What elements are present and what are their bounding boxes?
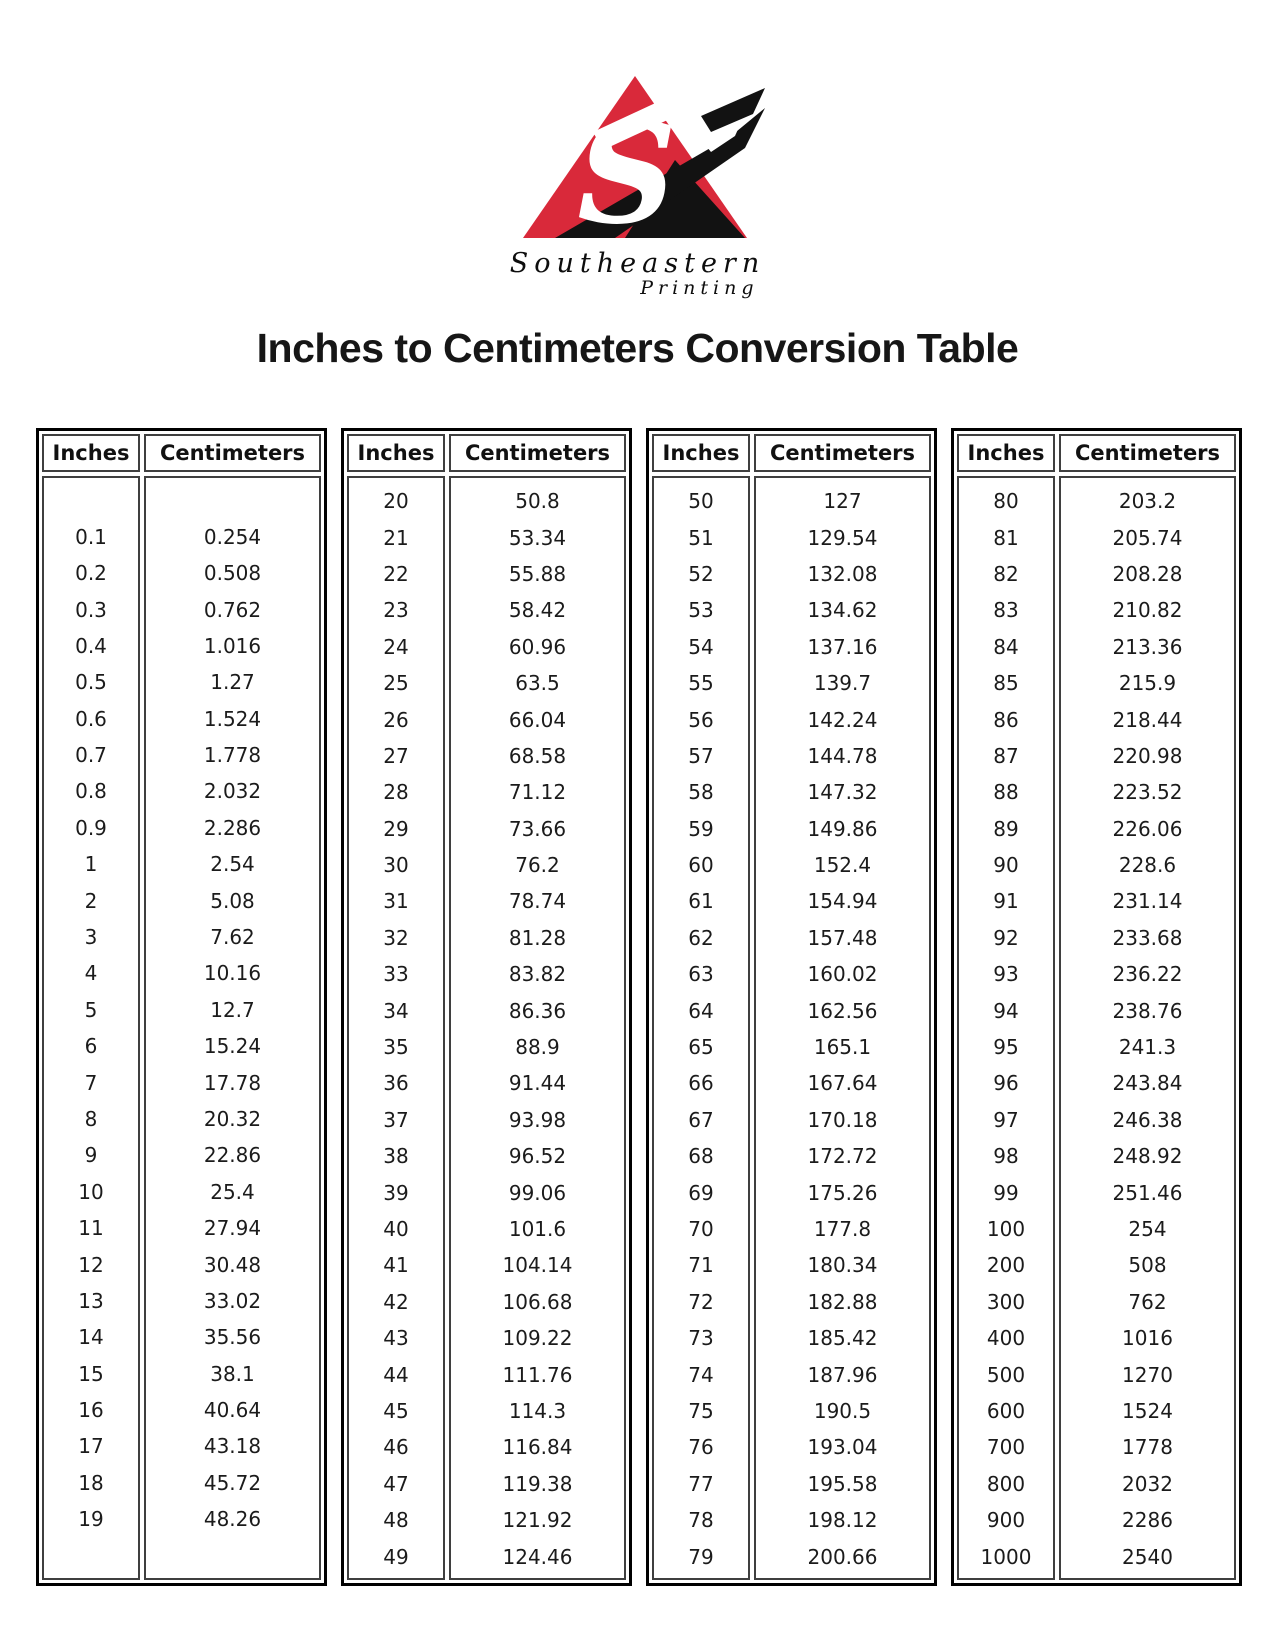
centimeters-value: 25.4 bbox=[210, 1179, 255, 1204]
inches-value: 31 bbox=[383, 889, 409, 914]
inches-value: 74 bbox=[688, 1362, 714, 1387]
centimeters-value: 223.52 bbox=[1112, 780, 1183, 805]
inches-value: 8 bbox=[84, 1106, 98, 1131]
centimeters-value: 124.46 bbox=[502, 1544, 573, 1569]
inches-value: 78 bbox=[688, 1508, 714, 1533]
inches-value: 49 bbox=[383, 1544, 409, 1569]
centimeters-column-header: Centimeters bbox=[754, 434, 931, 472]
centimeters-value: 119.38 bbox=[502, 1471, 573, 1496]
inches-value: 0.3 bbox=[75, 597, 107, 622]
inches-value: 98 bbox=[993, 1144, 1019, 1169]
centimeters-value: 0.254 bbox=[203, 524, 262, 549]
inches-column-header: Inches bbox=[347, 434, 445, 472]
centimeters-value: 45.72 bbox=[203, 1470, 262, 1495]
centimeters-value: 1524 bbox=[1122, 1398, 1173, 1423]
centimeters-value: 48.26 bbox=[203, 1507, 262, 1532]
inches-value: 87 bbox=[993, 743, 1019, 768]
centimeters-value: 116.84 bbox=[502, 1435, 573, 1460]
inches-value: 51 bbox=[688, 525, 714, 550]
inches-value: 35 bbox=[383, 1035, 409, 1060]
centimeters-value: 0.508 bbox=[203, 561, 262, 586]
centimeters-value: 73.66 bbox=[508, 816, 567, 841]
inches-value: 97 bbox=[993, 1107, 1019, 1132]
centimeters-value: 167.64 bbox=[807, 1071, 878, 1096]
inches-value: 93 bbox=[993, 962, 1019, 987]
inches-column bbox=[347, 476, 445, 1580]
inches-value: 19 bbox=[78, 1507, 104, 1532]
inches-value: 75 bbox=[688, 1398, 714, 1423]
centimeters-value: 137.16 bbox=[807, 634, 878, 659]
centimeters-value: 180.34 bbox=[807, 1253, 878, 1278]
centimeters-value: 175.26 bbox=[807, 1180, 878, 1205]
inches-value: 71 bbox=[688, 1253, 714, 1278]
inches-value: 200 bbox=[986, 1253, 1026, 1278]
inches-value: 9 bbox=[84, 1143, 98, 1168]
inches-value: 41 bbox=[383, 1253, 409, 1278]
centimeters-value: 60.96 bbox=[508, 634, 567, 659]
inches-value: 39 bbox=[383, 1180, 409, 1205]
inches-value: 14 bbox=[78, 1325, 104, 1350]
inches-value: 91 bbox=[993, 889, 1019, 914]
centimeters-value: 198.12 bbox=[807, 1508, 878, 1533]
southeastern-printing-logo-icon bbox=[507, 70, 769, 242]
inches-value: 50 bbox=[688, 489, 714, 514]
inches-value: 45 bbox=[383, 1398, 409, 1423]
centimeters-value: 83.82 bbox=[508, 962, 567, 987]
centimeters-value: 53.34 bbox=[508, 525, 567, 550]
inches-value: 76 bbox=[688, 1435, 714, 1460]
inches-value: 1 bbox=[84, 852, 98, 877]
inches-value: 79 bbox=[688, 1544, 714, 1569]
inches-value: 400 bbox=[986, 1326, 1026, 1351]
centimeters-value: 43.18 bbox=[203, 1434, 262, 1459]
inches-value: 95 bbox=[993, 1035, 1019, 1060]
inches-value: 33 bbox=[383, 962, 409, 987]
inches-value: 25 bbox=[383, 671, 409, 696]
inches-value: 38 bbox=[383, 1144, 409, 1169]
centimeters-value: 91.44 bbox=[508, 1071, 567, 1096]
inches-value: 28 bbox=[383, 780, 409, 805]
centimeters-value: 127 bbox=[823, 489, 862, 514]
centimeters-value: 78.74 bbox=[508, 889, 567, 914]
svg-text:S: S bbox=[576, 92, 677, 242]
centimeters-value: 213.36 bbox=[1112, 634, 1183, 659]
centimeters-value: 132.08 bbox=[807, 561, 878, 586]
centimeters-value: 248.92 bbox=[1112, 1144, 1183, 1169]
centimeters-value: 1.524 bbox=[203, 706, 262, 731]
inches-column-header: Inches bbox=[957, 434, 1055, 472]
table-group-3 bbox=[646, 428, 937, 1586]
centimeters-column-header: Centimeters bbox=[144, 434, 321, 472]
inches-value: 24 bbox=[383, 634, 409, 659]
centimeters-value: 1.778 bbox=[203, 743, 262, 768]
inches-value: 99 bbox=[993, 1180, 1019, 1205]
centimeters-value: 15.24 bbox=[203, 1034, 262, 1059]
inches-value: 36 bbox=[383, 1071, 409, 1096]
centimeters-value: 251.46 bbox=[1112, 1180, 1183, 1205]
inches-value: 600 bbox=[986, 1398, 1026, 1423]
inches-value: 2 bbox=[84, 888, 98, 913]
inches-value: 26 bbox=[383, 707, 409, 732]
centimeters-value: 149.86 bbox=[807, 816, 878, 841]
centimeters-value: 134.62 bbox=[807, 598, 878, 623]
centimeters-value: 12.7 bbox=[210, 997, 255, 1022]
centimeters-value: 63.5 bbox=[515, 671, 560, 696]
centimeters-value: 1016 bbox=[1122, 1326, 1173, 1351]
inches-value: 59 bbox=[688, 816, 714, 841]
centimeters-value: 142.24 bbox=[807, 707, 878, 732]
centimeters-value: 121.92 bbox=[502, 1508, 573, 1533]
inches-column bbox=[42, 476, 140, 1580]
table-group-4 bbox=[951, 428, 1242, 1586]
inches-value: 18 bbox=[78, 1470, 104, 1495]
inches-value: 40 bbox=[383, 1217, 409, 1241]
centimeters-value: 0.762 bbox=[203, 597, 262, 622]
inches-value: 6 bbox=[84, 1034, 98, 1059]
inches-value: 89 bbox=[993, 816, 1019, 841]
centimeters-value: 226.06 bbox=[1112, 816, 1183, 841]
inches-value: 700 bbox=[986, 1435, 1026, 1460]
centimeters-value: 1270 bbox=[1122, 1362, 1173, 1387]
centimeters-value: 71.12 bbox=[508, 780, 567, 805]
centimeters-value: 81.28 bbox=[508, 925, 567, 950]
inches-value: 69 bbox=[688, 1180, 714, 1205]
centimeters-value: 2.286 bbox=[203, 815, 262, 840]
inches-value: 12 bbox=[78, 1252, 104, 1277]
inches-column-header: Inches bbox=[652, 434, 750, 472]
centimeters-value: 246.38 bbox=[1112, 1107, 1183, 1132]
inches-value: 0.9 bbox=[75, 815, 107, 840]
inches-column bbox=[957, 476, 1055, 1580]
inches-value: 16 bbox=[78, 1398, 104, 1423]
centimeters-value: 114.3 bbox=[508, 1398, 567, 1423]
centimeters-value: 88.9 bbox=[515, 1035, 560, 1060]
inches-value: 21 bbox=[383, 525, 409, 550]
table-group-2 bbox=[341, 428, 632, 1586]
inches-value: 11 bbox=[78, 1216, 104, 1241]
inches-value: 27 bbox=[383, 743, 409, 768]
inches-value: 54 bbox=[688, 634, 714, 659]
centimeters-column-header: Centimeters bbox=[1059, 434, 1236, 472]
centimeters-value: 96.52 bbox=[508, 1144, 567, 1169]
inches-value: 32 bbox=[383, 925, 409, 950]
inches-value: 34 bbox=[383, 998, 409, 1023]
centimeters-value: 139.7 bbox=[813, 671, 872, 696]
inches-value: 82 bbox=[993, 561, 1019, 586]
inches-value: 20 bbox=[383, 489, 409, 514]
table-group-1 bbox=[36, 428, 327, 1586]
inches-value: 800 bbox=[986, 1471, 1026, 1496]
page-title: Inches to Centimeters Conversion Table bbox=[256, 325, 1019, 371]
inches-value: 47 bbox=[383, 1471, 409, 1496]
centimeters-value: 10.16 bbox=[203, 961, 262, 986]
centimeters-value: 200.66 bbox=[807, 1544, 878, 1569]
inches-value: 61 bbox=[688, 889, 714, 914]
centimeters-column bbox=[1059, 476, 1236, 1580]
inches-value: 92 bbox=[993, 925, 1019, 950]
centimeters-value: 66.04 bbox=[508, 707, 567, 732]
centimeters-value: 2286 bbox=[1122, 1508, 1173, 1533]
centimeters-value: 111.76 bbox=[502, 1362, 573, 1387]
inches-value: 7 bbox=[84, 1070, 98, 1095]
centimeters-value: 7.62 bbox=[210, 925, 255, 950]
centimeters-value: 17.78 bbox=[203, 1070, 262, 1095]
inches-value: 96 bbox=[993, 1071, 1019, 1096]
centimeters-value: 55.88 bbox=[508, 561, 567, 586]
inches-value: 43 bbox=[383, 1326, 409, 1351]
inches-value: 0.7 bbox=[75, 743, 107, 768]
inches-value: 300 bbox=[986, 1289, 1026, 1314]
centimeters-value: 254 bbox=[1128, 1217, 1167, 1241]
inches-value: 94 bbox=[993, 998, 1019, 1023]
centimeters-value: 182.88 bbox=[807, 1289, 878, 1314]
inches-value: 80 bbox=[993, 489, 1019, 514]
inches-value: 85 bbox=[993, 671, 1019, 696]
centimeters-value: 205.74 bbox=[1112, 525, 1183, 550]
centimeters-value: 5.08 bbox=[210, 888, 255, 913]
inches-value: 81 bbox=[993, 525, 1019, 550]
inches-value: 0.4 bbox=[75, 633, 107, 658]
centimeters-column-header: Centimeters bbox=[449, 434, 626, 472]
centimeters-value: 30.48 bbox=[203, 1252, 262, 1277]
inches-value: 44 bbox=[383, 1362, 409, 1387]
conversion-tables bbox=[0, 428, 1275, 1586]
inches-value: 500 bbox=[986, 1362, 1026, 1387]
centimeters-value: 2.032 bbox=[203, 779, 262, 804]
centimeters-value: 2.54 bbox=[210, 852, 255, 877]
centimeters-value: 215.9 bbox=[1118, 671, 1177, 696]
centimeters-value: 190.5 bbox=[813, 1398, 872, 1423]
centimeters-value: 109.22 bbox=[502, 1326, 573, 1351]
inches-value: 88 bbox=[993, 780, 1019, 805]
inches-value: 73 bbox=[688, 1326, 714, 1351]
centimeters-value: 1778 bbox=[1122, 1435, 1173, 1460]
centimeters-value: 508 bbox=[1128, 1253, 1167, 1278]
inches-value: 0.8 bbox=[75, 779, 107, 804]
inches-value: 42 bbox=[383, 1289, 409, 1314]
centimeters-value: 236.22 bbox=[1112, 962, 1183, 987]
inches-value: 57 bbox=[688, 743, 714, 768]
inches-value: 900 bbox=[986, 1508, 1026, 1533]
centimeters-value: 193.04 bbox=[807, 1435, 878, 1460]
centimeters-value: 22.86 bbox=[203, 1143, 262, 1168]
inches-value: 56 bbox=[688, 707, 714, 732]
centimeters-value: 243.84 bbox=[1112, 1071, 1183, 1096]
centimeters-value: 177.8 bbox=[813, 1217, 872, 1241]
centimeters-value: 129.54 bbox=[807, 525, 878, 550]
inches-value: 58 bbox=[688, 780, 714, 805]
inches-value: 17 bbox=[78, 1434, 104, 1459]
inches-value: 90 bbox=[993, 853, 1019, 878]
brand-name-text: Southeastern bbox=[509, 248, 766, 279]
inches-value: 30 bbox=[383, 853, 409, 878]
inches-column-header: Inches bbox=[42, 434, 140, 472]
centimeters-value: 50.8 bbox=[515, 489, 560, 514]
inches-value: 29 bbox=[383, 816, 409, 841]
inches-value: 46 bbox=[383, 1435, 409, 1460]
inches-value: 84 bbox=[993, 634, 1019, 659]
centimeters-value: 99.06 bbox=[508, 1180, 567, 1205]
company-logo bbox=[507, 70, 769, 299]
inches-value: 0.5 bbox=[75, 670, 107, 695]
centimeters-column bbox=[144, 476, 321, 1580]
centimeters-value: 86.36 bbox=[508, 998, 567, 1023]
inches-value: 0.6 bbox=[75, 706, 107, 731]
centimeters-value: 203.2 bbox=[1118, 489, 1177, 514]
inches-value: 52 bbox=[688, 561, 714, 586]
centimeters-value: 162.56 bbox=[807, 998, 878, 1023]
centimeters-value: 231.14 bbox=[1112, 889, 1183, 914]
centimeters-value: 762 bbox=[1128, 1289, 1167, 1314]
centimeters-column bbox=[449, 476, 626, 1580]
centimeters-value: 187.96 bbox=[807, 1362, 878, 1387]
centimeters-value: 228.6 bbox=[1118, 853, 1177, 878]
centimeters-value: 1.27 bbox=[210, 670, 255, 695]
inches-value: 72 bbox=[688, 1289, 714, 1314]
centimeters-value: 144.78 bbox=[807, 743, 878, 768]
inches-value: 0.1 bbox=[75, 524, 107, 549]
centimeters-value: 40.64 bbox=[203, 1398, 262, 1423]
inches-value: 64 bbox=[688, 998, 714, 1023]
inches-value: 13 bbox=[78, 1288, 104, 1313]
centimeters-value: 2540 bbox=[1122, 1544, 1173, 1569]
centimeters-value: 147.32 bbox=[807, 780, 878, 805]
centimeters-value: 33.02 bbox=[203, 1288, 262, 1313]
inches-value: 77 bbox=[688, 1471, 714, 1496]
inches-value: 68 bbox=[688, 1144, 714, 1169]
centimeters-value: 38.1 bbox=[210, 1361, 255, 1386]
inches-value: 10 bbox=[78, 1179, 104, 1204]
centimeters-value: 208.28 bbox=[1112, 561, 1183, 586]
centimeters-value: 238.76 bbox=[1112, 998, 1183, 1023]
inches-value: 22 bbox=[383, 561, 409, 586]
centimeters-value: 220.98 bbox=[1112, 743, 1183, 768]
centimeters-value: 35.56 bbox=[203, 1325, 262, 1350]
centimeters-value: 154.94 bbox=[807, 889, 878, 914]
centimeters-value: 27.94 bbox=[203, 1216, 262, 1241]
inches-value: 100 bbox=[986, 1217, 1026, 1241]
centimeters-value: 101.6 bbox=[508, 1217, 567, 1241]
centimeters-value: 210.82 bbox=[1112, 598, 1183, 623]
inches-value: 63 bbox=[688, 962, 714, 987]
inches-value: 1000 bbox=[980, 1544, 1032, 1569]
inches-value: 55 bbox=[688, 671, 714, 696]
centimeters-value: 233.68 bbox=[1112, 925, 1183, 950]
centimeters-value: 241.3 bbox=[1118, 1035, 1177, 1060]
inches-value: 23 bbox=[383, 598, 409, 623]
inches-value: 86 bbox=[993, 707, 1019, 732]
centimeters-value: 1.016 bbox=[203, 633, 262, 658]
centimeters-column bbox=[754, 476, 931, 1580]
inches-value: 66 bbox=[688, 1071, 714, 1096]
centimeters-value: 104.14 bbox=[502, 1253, 573, 1278]
brand-subtitle-text: Printing bbox=[640, 277, 759, 299]
centimeters-value: 218.44 bbox=[1112, 707, 1183, 732]
inches-value: 3 bbox=[84, 925, 98, 950]
centimeters-value: 93.98 bbox=[508, 1107, 567, 1132]
inches-value: 0.2 bbox=[75, 561, 107, 586]
centimeters-value: 106.68 bbox=[502, 1289, 573, 1314]
centimeters-value: 172.72 bbox=[807, 1144, 878, 1169]
inches-value: 4 bbox=[84, 961, 98, 986]
centimeters-value: 76.2 bbox=[515, 853, 560, 878]
inches-value: 65 bbox=[688, 1035, 714, 1060]
inches-value: 37 bbox=[383, 1107, 409, 1132]
inches-value: 67 bbox=[688, 1107, 714, 1132]
centimeters-value: 152.4 bbox=[813, 853, 872, 878]
inches-column bbox=[652, 476, 750, 1580]
inches-value: 5 bbox=[84, 997, 98, 1022]
centimeters-value: 195.58 bbox=[807, 1471, 878, 1496]
inches-value: 15 bbox=[78, 1361, 104, 1386]
inches-value: 60 bbox=[688, 853, 714, 878]
centimeters-value: 68.58 bbox=[508, 743, 567, 768]
centimeters-value: 2032 bbox=[1122, 1471, 1173, 1496]
centimeters-value: 20.32 bbox=[203, 1106, 262, 1131]
centimeters-value: 58.42 bbox=[508, 598, 567, 623]
centimeters-value: 160.02 bbox=[807, 962, 878, 987]
inches-value: 53 bbox=[688, 598, 714, 623]
inches-value: 62 bbox=[688, 925, 714, 950]
inches-value: 83 bbox=[993, 598, 1019, 623]
centimeters-value: 170.18 bbox=[807, 1107, 878, 1132]
inches-value: 70 bbox=[688, 1217, 714, 1241]
inches-value: 48 bbox=[383, 1508, 409, 1533]
centimeters-value: 165.1 bbox=[813, 1035, 872, 1060]
centimeters-value: 157.48 bbox=[807, 925, 878, 950]
centimeters-value: 185.42 bbox=[807, 1326, 878, 1351]
